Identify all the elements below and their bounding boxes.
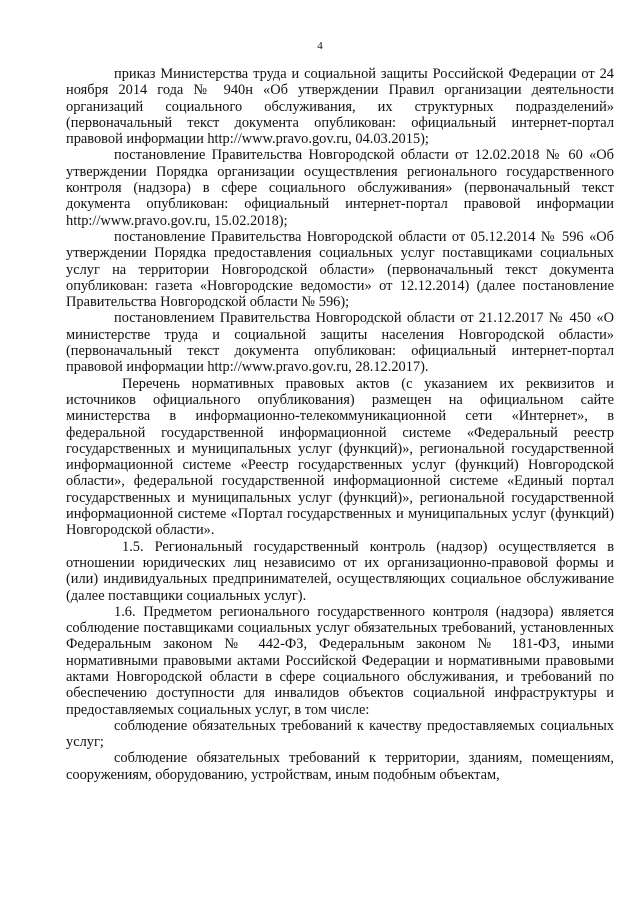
document-body bbox=[66, 66, 614, 783]
paragraph-resolution-60: постановление Правительства Новгородской области от 12.02.2018 № 60 «Об утверждении Порядка организации осуществления регионального государственного контроля (надзора) в сфере социального обслуживания» (первоначальный текст документа опубликован: официальный интернет-портал правовой информации http://www.pravo.gov.ru, 15.02.2018); bbox=[66, 147, 614, 229]
page-number: 4 bbox=[317, 40, 323, 52]
paragraph-order-940n: приказ Министерства труда и социальной защиты Российской Федерации от 24 ноября 2014 года № 940н «Об утверждении Правил организации деятельности организаций социального обслуживания, их структурных подразделений» (первоначальный текст документа опубликован: официальный интернет-портал правовой информации http://www.pravo.gov.ru, 04.03.2015); bbox=[66, 66, 614, 148]
paragraph-quality-requirements: соблюдение обязательных требований к качеству предоставляемых социальных услуг; bbox=[66, 717, 614, 751]
paragraph-section-1-5: 1.5. Региональный государственный контроль (надзор) осуществляется в отношении юридических лиц независимо от их организационно-правовой формы и (или) индивидуальных предпринимателей, осуществляющих социальное обслуживание (далее поставщики социальных услуг). bbox=[66, 538, 614, 604]
paragraph-territory-requirements: соблюдение обязательных требований к территории, зданиям, помещениям, сооружениям, оборудованию, устройствам, иным подобным объектам, bbox=[66, 750, 614, 783]
paragraph-resolution-450: постановлением Правительства Новгородской области от 21.12.2017 № 450 «О министерстве труда и социальной защиты населения Новгородской области» (первоначальный текст документа опубликован: официальный интернет-портал правовой информации http://www.pravo.gov.ru, 28.12.2017). bbox=[66, 310, 614, 376]
paragraph-section-1-6: 1.6. Предметом регионального государственного контроля (надзора) является соблюдение поставщиками социальных услуг обязательных требований, установленных Федеральным законом № 442-ФЗ, Федеральным законом № 181-ФЗ, иными нормативными правовыми актами Российской Федерации и нормативными правовыми актами Новгородской области в сфере социального обслуживания, и требований по обеспечению доступности для инвалидов объектов социальной инфраструктуры и предоставляемых социальных услуг, в том числе: bbox=[66, 603, 614, 718]
paragraph-acts-list: Перечень нормативных правовых актов (с указанием их реквизитов и источников официального опубликования) размещен на официальном сайте министерства в информационно-телекоммуникационной сети «Интернет», в федеральной государственной информационной системе «Федеральный реестр государственных и муниципальных услуг (функций)», региональной государственной информационной системе «Реестр государственных услуг (функций) Новгородской области», федеральной государственной информационной системе «Единый портал государственных и муниципальных услуг (функций)», региональной государственной информационной системе «Портал государственных и муниципальных услуг (функций) Новгородской области». bbox=[66, 375, 614, 539]
paragraph-resolution-596: постановление Правительства Новгородской области от 05.12.2014 № 596 «Об утверждении Порядка предоставления социальных услуг поставщиками социальных услуг на территории Новгородской области» (первоначальный текст документа опубликован: газета «Новгородские ведомости» от 12.12.2014) (далее постановление Правительства Новгородской области № 596); bbox=[66, 228, 614, 311]
